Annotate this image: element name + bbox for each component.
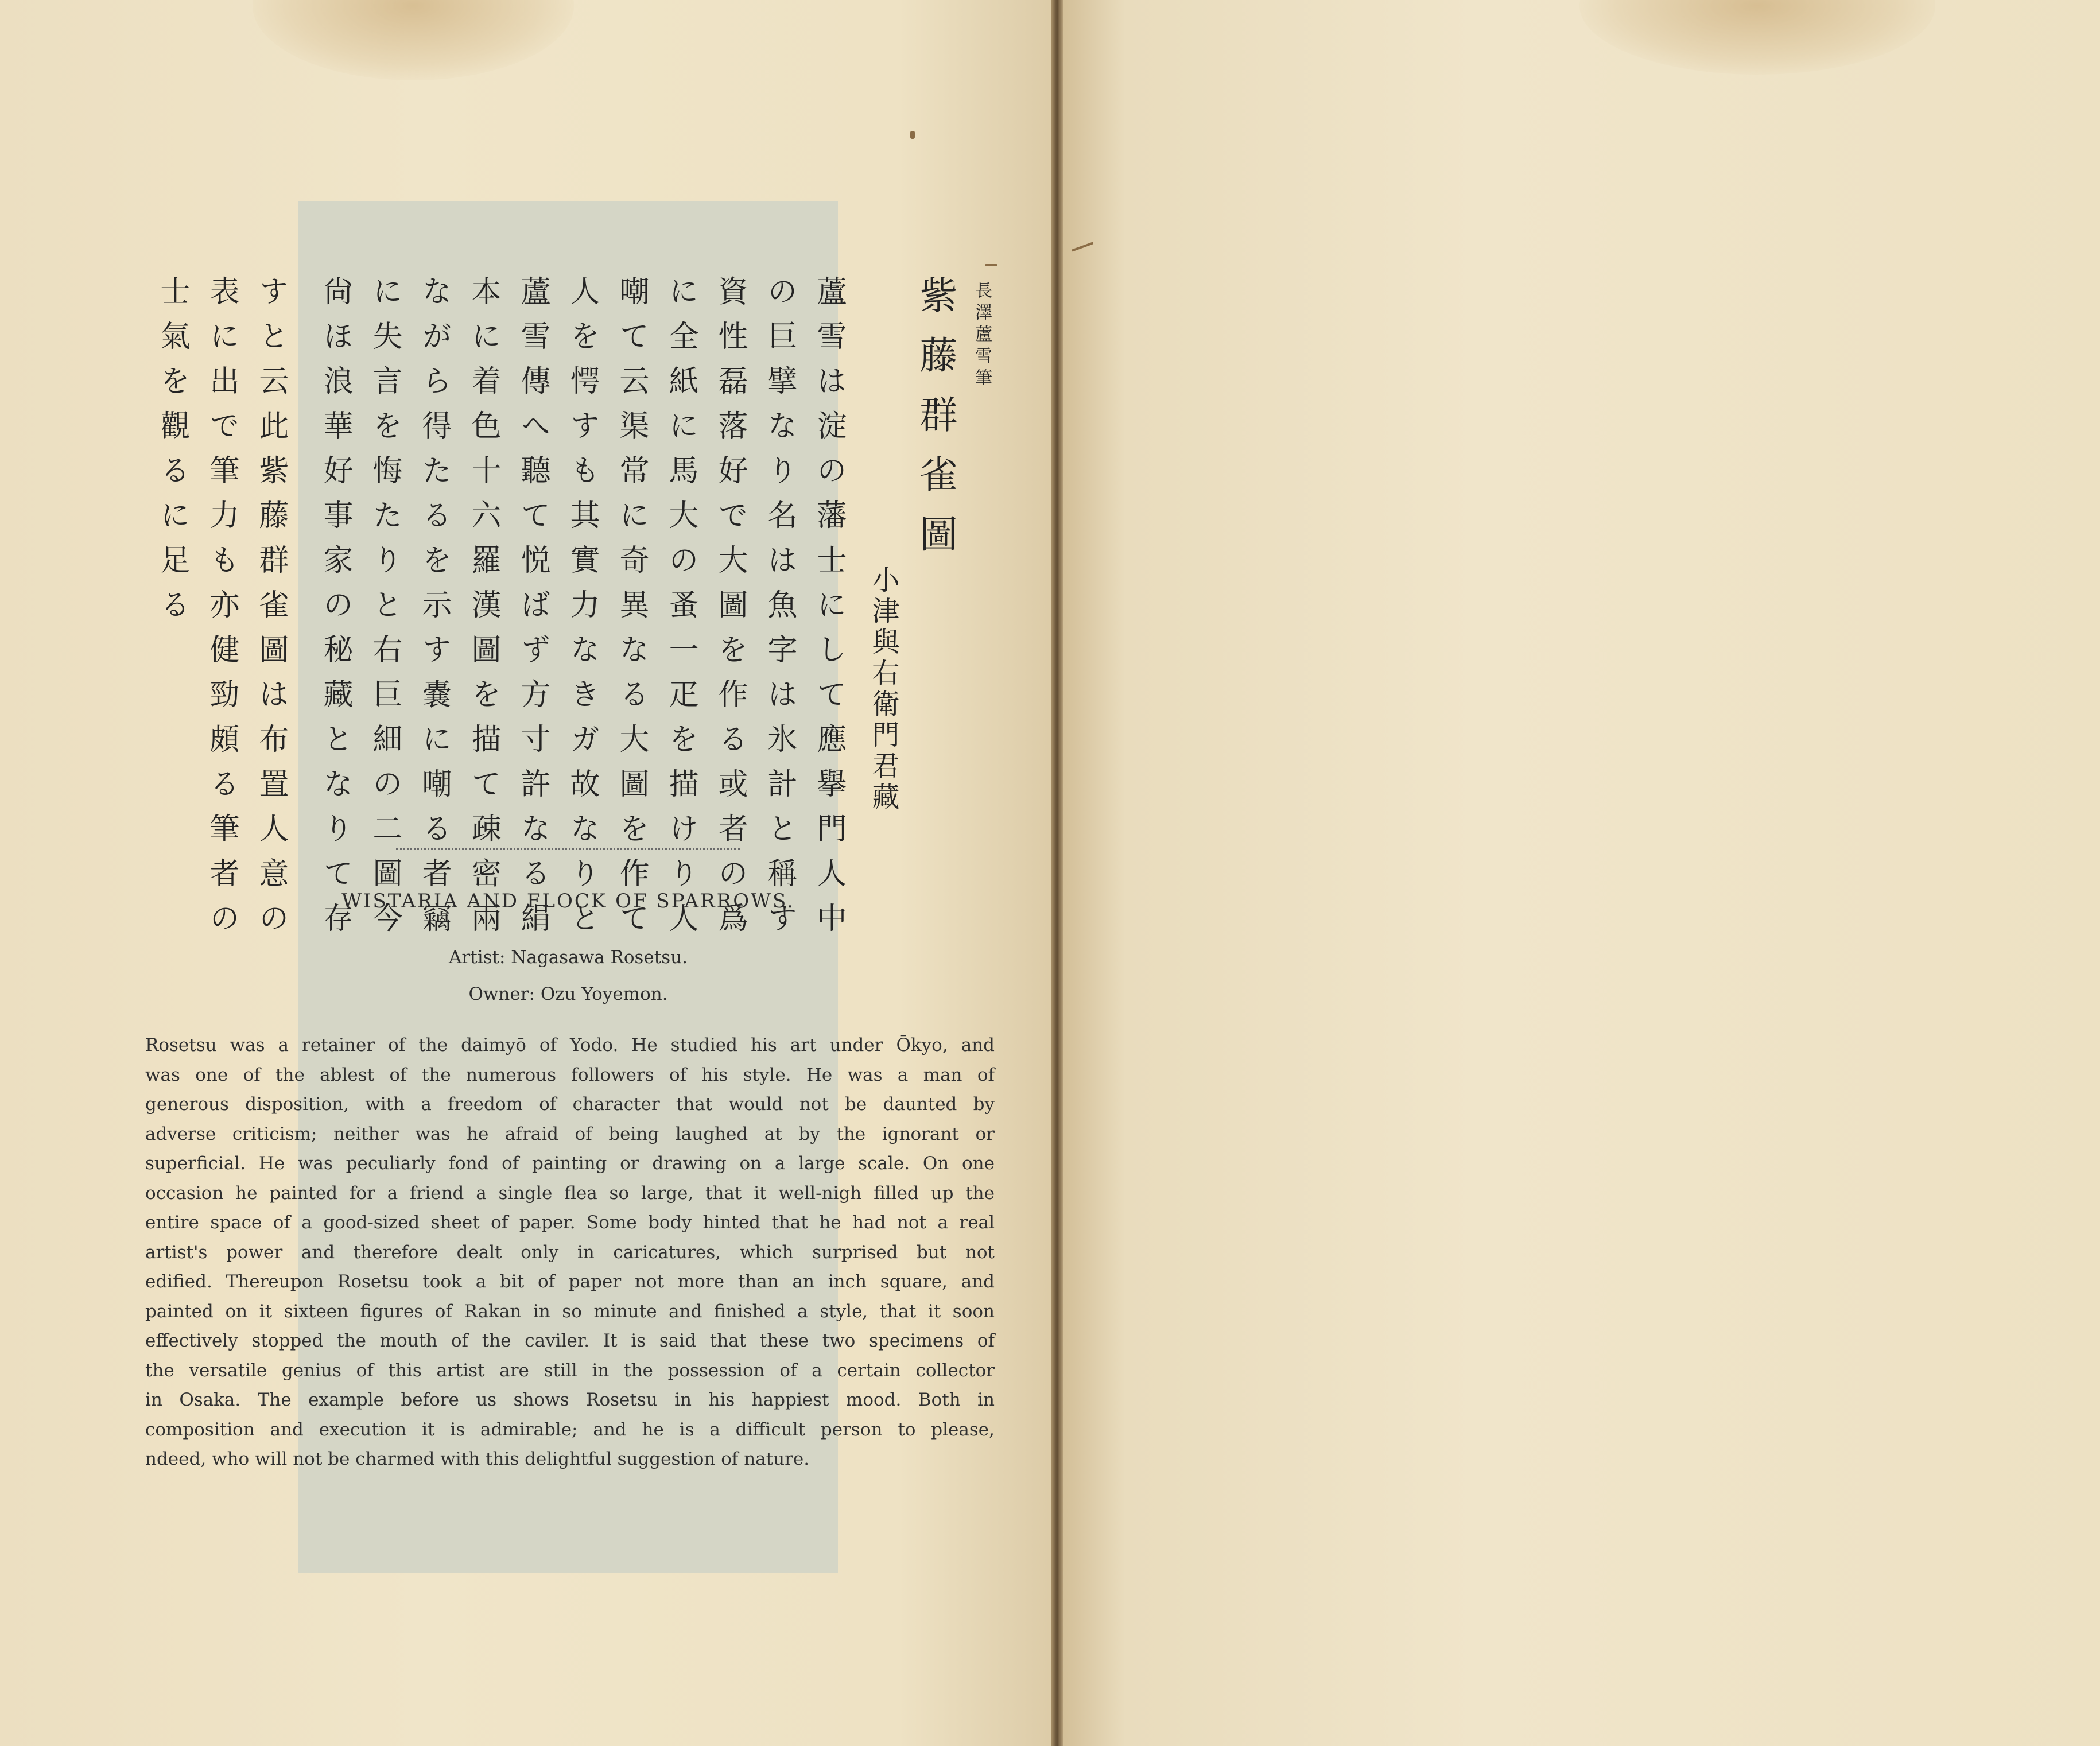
paper-speck — [985, 264, 997, 266]
jp-column: 嘲て云渠常に奇異なる大圖を作て — [614, 276, 649, 947]
english-owner: Owner: Ozu Yoyemon. — [468, 984, 668, 1004]
owner-jp: 小津與右衛門君藏 — [867, 565, 899, 813]
section-divider — [396, 848, 740, 850]
english-body — [145, 1031, 995, 1475]
jp-column: 人を愕すも其實力なきガ故なりと — [565, 276, 599, 947]
paper-speck — [910, 131, 915, 139]
body-line: in Osaka. The example before us shows Rosetsu in his happiest mood. Both in — [145, 1390, 995, 1410]
body-line: adverse criticism; neither was he afraid of being laughed at by the ignorant or — [145, 1123, 995, 1144]
water-stain — [1579, 0, 1935, 75]
title-jp: 紫藤群雀圖 — [913, 276, 957, 574]
body-line: painted on it sixteen figures of Rakan in so minute and finished a style, that it soon — [145, 1301, 995, 1322]
english-artist: Artist: Nagasawa Rosetsu. — [449, 947, 688, 968]
body-line: generous disposition, with a freedom of character that would not be daunted by — [145, 1094, 995, 1115]
paper-speck — [1072, 242, 1094, 251]
body-line: effectively stopped the mouth of the caviler. It is said that these two specimens of — [145, 1330, 995, 1351]
jp-column: 資性磊落好で大圖を作る或者の爲 — [713, 276, 747, 947]
jp-column: 表に出で筆力も亦健勁頗る筆者の — [204, 276, 239, 947]
body-line: composition and execution it is admirable; and he is a difficult person to please, — [145, 1419, 995, 1440]
jp-column: 尙ほ浪華好事家の秘藏となりて存 — [318, 276, 352, 947]
book-gutter — [1051, 0, 1064, 1746]
jp-column: の巨擘なり名は魚字は氷計と稱す — [762, 276, 797, 947]
body-line: the versatile genius of this artist are still in the possession of a certain collector — [145, 1360, 995, 1381]
body-line: edified. Thereupon Rosetsu took a bit of paper not more than an inch square, and — [145, 1271, 995, 1292]
water-stain — [253, 0, 574, 80]
body-line: superficial. He was peculiarly fond of painting or drawing on a large scale. On one — [145, 1153, 995, 1174]
artist-jp: 長澤蘆雪筆 — [972, 281, 992, 390]
jp-column: 蘆雪は淀の藩士にして應擧門人中 — [812, 276, 846, 947]
right-page — [1063, 0, 2100, 1746]
body-line: occasion he painted for a friend a single flea so large, that it well-nigh filled up the — [145, 1182, 995, 1204]
body-line: was one of the ablest of the numerous followers of his style. He was a man of — [145, 1064, 995, 1085]
jp-column: 士氣を觀るに足る — [155, 276, 189, 634]
jp-column: すと云此紫藤群雀圖は布置人意の — [254, 276, 288, 947]
jp-column: ながら得たるを示す嚢に嘲る者竊 — [417, 276, 451, 947]
english-title: WISTARIA AND FLOCK OF SPARROWS. — [341, 890, 795, 913]
jp-column: 蘆雪傳へ聽て悦ばず方寸許なる絹 — [515, 276, 550, 947]
jp-column: に全紙に馬大の蚤一疋を描けり人 — [663, 276, 698, 947]
jp-column: 本に着色十六羅漢圖を描て疎密兩 — [466, 276, 500, 947]
body-line: Rosetsu was a retainer of the daimyō of Yodo. He studied his art under Ōkyo, and — [145, 1035, 995, 1056]
body-line: artist's power and therefore dealt only in caricatures, which surprised but not — [145, 1241, 995, 1263]
jp-column: に失言を悔たりと右巨細の二圖今 — [367, 276, 402, 947]
body-line: entire space of a good-sized sheet of paper. Some body hinted that he had not a real — [145, 1212, 995, 1233]
body-line: ndeed, who will not be charmed with this delightful suggestion of nature. — [145, 1449, 810, 1469]
